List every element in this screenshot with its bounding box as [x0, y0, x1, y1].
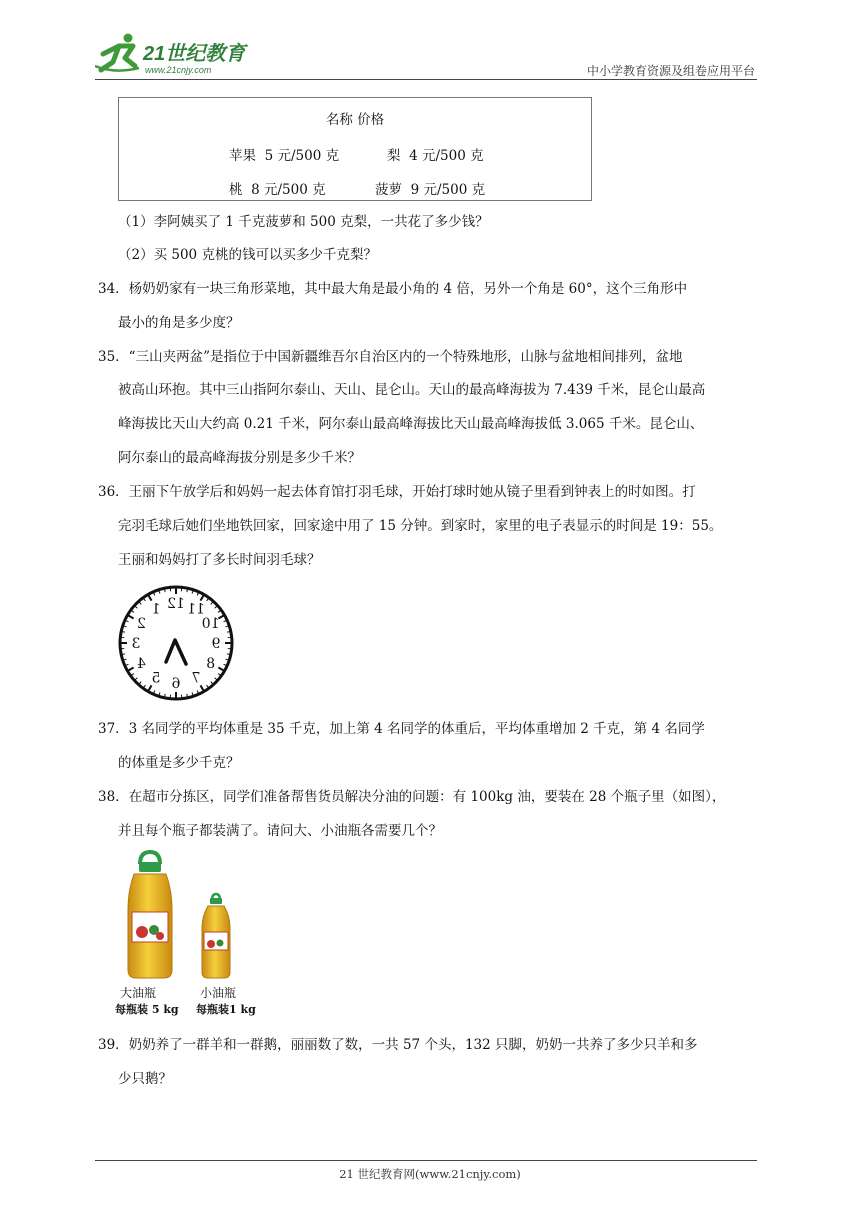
clock-number: 9 — [211, 636, 221, 652]
q34-line1: 34．杨奶奶家有一块三角形菜地，其中最大角是最小角的 4 倍，另外一个角是 60°，这个三角形中 — [98, 281, 688, 297]
q39-line2: 少只鹅？ — [118, 1071, 172, 1087]
small-bottle-name: 小油瓶 — [200, 986, 237, 1000]
big-bottle-name: 大油瓶 — [120, 986, 157, 1000]
small-oil-bottle-icon — [202, 894, 230, 978]
q33-sub1: （1）李阿姨买了 1 千克菠萝和 500 克梨，一共花了多少钱？ — [118, 214, 489, 230]
q36-line3: 王丽和妈妈打了多长时间羽毛球？ — [118, 552, 321, 568]
clock-number: 12 — [167, 596, 185, 612]
price-item-pear: 梨 4 元/500 克 — [387, 148, 484, 164]
clock-number: 7 — [191, 670, 201, 687]
clock-number: 2 — [136, 616, 146, 632]
q36-line2: 完羽毛球后她们坐地铁回家，回家途中用了 15 分钟。到家时，家里的电子表显示的时间是 19：55。 — [118, 518, 723, 534]
footer-divider — [95, 1160, 757, 1161]
platform-name: 中小学教育资源及组卷应用平台 — [586, 64, 755, 78]
clock-number: 10 — [201, 616, 220, 632]
clock-number: 3 — [131, 636, 141, 652]
price-item-peach: 桃 8 元/500 克 — [229, 182, 326, 198]
q33-sub2: （2）买 500 克桃的钱可以买多少千克梨？ — [118, 247, 377, 263]
clock-number: 4 — [136, 656, 146, 672]
q35-line1: 35．“三山夹两盆”是指位于中国新疆维吾尔自治区内的一个特殊地形，山脉与盆地相间排列，盆地 — [98, 349, 683, 365]
clock-number: 5 — [151, 670, 161, 687]
clock-number: 1 — [151, 601, 161, 618]
clock-number: 11 — [187, 601, 205, 618]
small-bottle-spec: 每瓶装1 kg — [196, 1003, 256, 1016]
q34-line2: 最小的角是多少度？ — [118, 315, 240, 331]
q37-line1: 37．3 名同学的平均体重是 35 千克，加上第 4 名同学的体重后，平均体重增加 2 千克，第 4 名同学 — [98, 721, 705, 737]
q36-line1: 36．王丽下午放学后和妈妈一起去体育馆打羽毛球，开始打球时她从镜子里看到钟表上的时如图。打 — [98, 484, 696, 500]
logo-url: www.21cnjy.com — [145, 65, 212, 75]
runner-icon — [95, 34, 139, 71]
oil-bottles-illustration — [112, 850, 262, 982]
footer-text: 21 世纪教育网(www.21cnjy.com) — [339, 1167, 521, 1181]
logo — [95, 32, 265, 78]
price-item-pineapple: 菠萝 9 元/500 克 — [375, 182, 486, 198]
clock-number: 8 — [206, 656, 216, 672]
clock-number: 6 — [171, 676, 181, 692]
price-table-header: 名称 价格 — [325, 112, 385, 128]
q37-line2: 的体重是多少千克？ — [118, 755, 240, 771]
page-header — [95, 32, 757, 80]
big-oil-bottle-icon — [128, 852, 172, 978]
q38-line1: 38．在超市分拣区，同学们准备帮售货员解决分油的问题：有 100kg 油，要装在 28 个瓶子里（如图）， — [98, 789, 726, 805]
big-bottle-spec: 每瓶装 5 kg — [115, 1003, 179, 1016]
q39-line1: 39．奶奶养了一群羊和一群鹅，丽丽数了数，一共 57 个头，132 只脚，奶奶一共养了多少只羊和多 — [98, 1037, 698, 1053]
price-table — [118, 97, 592, 201]
price-item-apple: 苹果 5 元/500 克 — [229, 148, 340, 164]
q35-line3: 峰海拔比天山大约高 0.21 千米，阿尔泰山最高峰海拔比天山最高峰海拔低 3.065 千米。昆仑山、 — [118, 416, 704, 432]
q38-line2: 并且每个瓶子都装满了。请问大、小油瓶各需要几个？ — [118, 823, 442, 839]
q35-line4: 阿尔泰山的最高峰海拔分别是多少千米？ — [118, 450, 361, 466]
mirrored-clock — [116, 584, 236, 702]
q35-line2: 被高山环抱。其中三山指阿尔泰山、天山、昆仑山。天山的最高峰海拔为 7.439 千米，昆仑山最高 — [118, 382, 706, 398]
header-divider — [95, 79, 757, 80]
logo-text: 21世纪教育 — [143, 43, 246, 65]
